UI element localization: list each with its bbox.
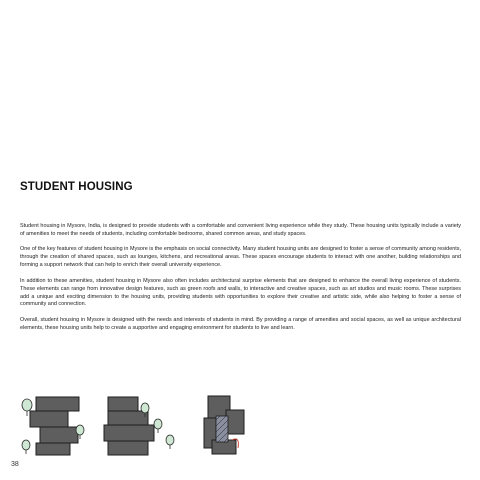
building-block	[108, 411, 148, 425]
page-number: 38	[11, 461, 19, 468]
paragraph: Overall, student housing in Mysore is designed with the needs and interests of students in mind. By providing a range of amenities and social spaces, as well as unique architectural elements, these housing units help to create a supportive and engaging environment for students to live and learn.	[20, 316, 461, 331]
building-block	[108, 397, 138, 411]
building-block	[40, 427, 78, 443]
paragraph: In addition to these amenities, student housing in Mysore also often includes architectural surprise elements that are designed to enhance the overall living experience of students. These elements can range from innovative design features, such as green roofs and walls, to interactive and creative spaces, such as art studios and music rooms. These surprises add a unique and exciting dimension to the housing units, providing students with opportunities to explore their creative and artistic side, while also helping to foster a sense of community and connection.	[20, 277, 461, 308]
massing-sketch-1	[22, 397, 84, 455]
body-text	[20, 223, 461, 340]
building-block	[108, 441, 148, 455]
paragraph: One of the key features of student housing in Mysore is the emphasis on social connectivity. Many student housing units are designed to foster a sense of community among residents, through the creation of shared spaces, such as lounges, kitchens, and recreational areas. These spaces encourage students to interact with one another, building relationships and forming a support network that can help to enrich their overall university experience.	[20, 246, 461, 269]
section-heading: STUDENT HOUSING	[20, 181, 133, 193]
building-block	[36, 397, 79, 411]
building-block	[226, 410, 244, 434]
paragraph: Student housing in Mysore, India, is designed to provide students with a comfortable and convenient living experience while they study. These housing units typically include a variety of amenities to meet the needs of students, including comfortable bedrooms, shared common areas, and study spaces.	[20, 223, 461, 237]
massing-sketch-2	[104, 397, 174, 455]
massing-sketches	[0, 390, 480, 460]
building-block	[30, 411, 68, 427]
building-block	[104, 425, 154, 441]
building-block	[36, 443, 70, 455]
massing-sketch-3	[204, 396, 244, 454]
